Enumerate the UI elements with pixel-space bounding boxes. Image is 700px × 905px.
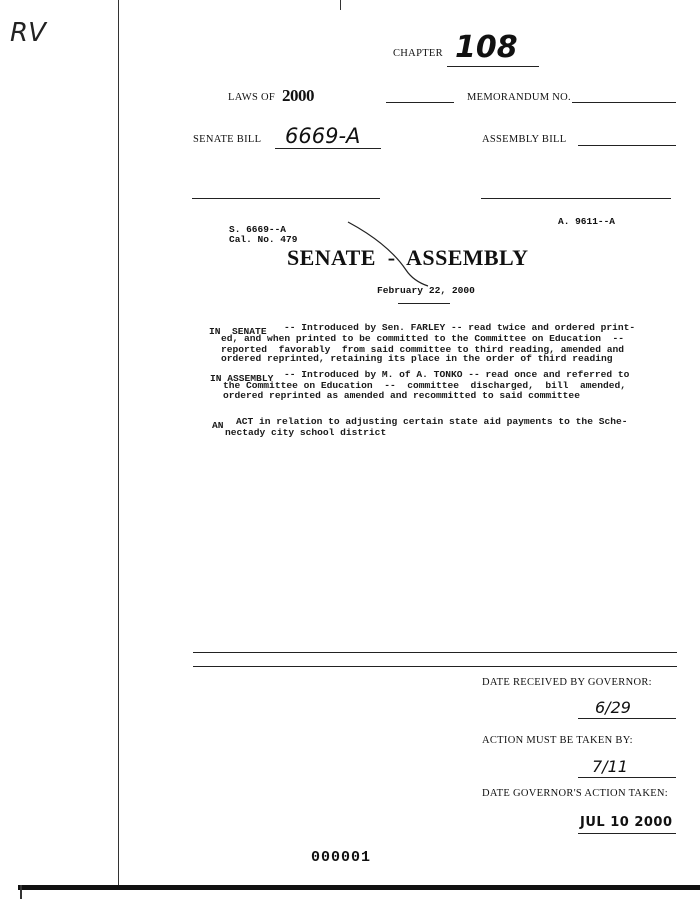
assembly-number: A. 9611--A — [558, 216, 616, 227]
memorandum-label: MEMORANDUM NO. — [467, 92, 571, 103]
assembly-bill-label: ASSEMBLY BILL — [482, 134, 567, 145]
assembly-action-line-1: -- Introduced by M. of A. TONKO -- read once and referred to — [284, 369, 630, 380]
memorandum-line — [572, 102, 676, 103]
introduction-date: February 22, 2000 — [377, 285, 475, 296]
senate-action-line-2: ed, and when printed to be committed to the Committee on Education -- — [221, 333, 625, 344]
action-taken-label: DATE GOVERNOR'S ACTION TAKEN: — [482, 788, 669, 799]
assembly-bill-line — [578, 145, 676, 146]
senate-action-line-4: ordered reprinted, retaining its place in the order of third reading — [221, 353, 613, 364]
governor-rule-bottom — [193, 666, 677, 667]
top-tick — [340, 0, 341, 10]
left-margin-rule — [118, 0, 119, 890]
received-date: 6/29 — [595, 698, 631, 717]
action-deadline-line — [578, 777, 676, 778]
laws-line — [386, 102, 454, 103]
title-assembly: ASSEMBLY — [406, 245, 529, 270]
act-line-1: ACT in relation to adjusting certain state aid payments to the Sche- — [236, 416, 628, 427]
laws-year: 2000 — [282, 86, 314, 105]
calendar-number: Cal. No. 479 — [229, 234, 298, 245]
blank-line-right — [481, 198, 671, 199]
assembly-action-line-3: ordered reprinted as amended and recommitted to said committee — [223, 390, 580, 401]
margin-note: RV — [10, 18, 46, 48]
action-deadline-label: ACTION MUST BE TAKEN BY: — [482, 735, 633, 746]
chapter-number: 108 — [455, 30, 518, 65]
page-number: 000001 — [311, 849, 372, 866]
action-taken-stamp: JUL 10 2000 — [580, 815, 673, 830]
received-line — [578, 718, 676, 719]
blank-line-left — [192, 198, 380, 199]
senate-bill-underline — [275, 148, 381, 149]
act-line-2: nectady city school district — [225, 427, 387, 438]
laws-label: LAWS OF — [228, 92, 276, 103]
document-title — [287, 245, 528, 271]
title-senate: SENATE — [287, 245, 376, 270]
senate-bill-label: SENATE BILL — [193, 134, 262, 145]
action-taken-line — [578, 833, 676, 834]
senate-number: S. 6669--A — [229, 224, 287, 235]
assembly-action-line-2: the Committee on Education -- committee discharged, bill amended, — [223, 380, 627, 391]
chapter-label: CHAPTER — [393, 48, 443, 59]
act-lead: AN — [212, 420, 224, 431]
assembly-action-lead: IN ASSEMBLY — [210, 373, 274, 384]
action-deadline-date: 7/11 — [592, 757, 628, 776]
title-separator: - — [387, 245, 396, 270]
date-underline — [398, 303, 450, 304]
chapter-underline — [447, 66, 539, 67]
senate-action-line-1: -- Introduced by Sen. FARLEY -- read twice and ordered print- — [284, 322, 636, 333]
received-label: DATE RECEIVED BY GOVERNOR: — [482, 677, 652, 688]
bottom-edge-bar — [18, 885, 700, 890]
bottom-edge-tick — [20, 885, 22, 899]
senate-action-lead: IN SENATE — [209, 326, 267, 337]
senate-bill-number: 6669-A — [285, 124, 361, 148]
governor-rule-top — [193, 652, 677, 653]
senate-action-line-3: reported favorably from said committee to third reading, amended and — [221, 344, 625, 355]
